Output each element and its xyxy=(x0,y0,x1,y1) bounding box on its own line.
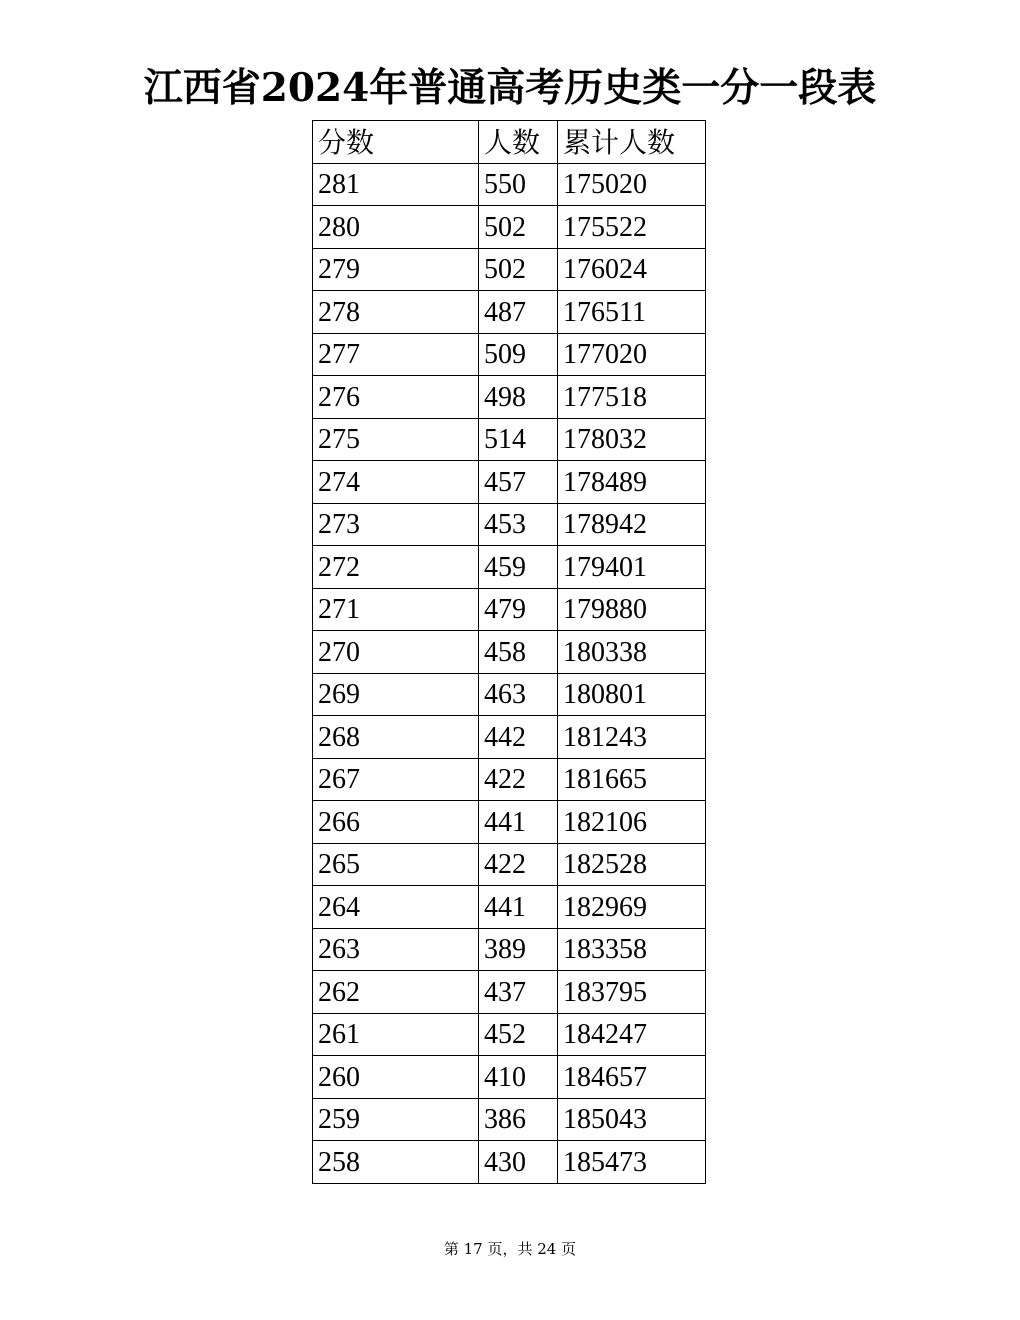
cell-score: 263 xyxy=(313,928,479,971)
table-row xyxy=(313,716,706,759)
cell-cumulative: 181665 xyxy=(558,758,706,801)
table-row xyxy=(313,843,706,886)
cell-score: 268 xyxy=(313,716,479,759)
cell-count: 437 xyxy=(479,971,558,1014)
table-row xyxy=(313,886,706,929)
cell-score: 262 xyxy=(313,971,479,1014)
cell-cumulative: 178032 xyxy=(558,418,706,461)
cell-count: 422 xyxy=(479,843,558,886)
cell-score: 270 xyxy=(313,631,479,674)
cell-count: 430 xyxy=(479,1141,558,1184)
table-row xyxy=(313,291,706,334)
cell-cumulative: 180338 xyxy=(558,631,706,674)
cell-cumulative: 175020 xyxy=(558,163,706,206)
cell-cumulative: 182969 xyxy=(558,886,706,929)
table-row xyxy=(313,1141,706,1184)
cell-score: 273 xyxy=(313,503,479,546)
cell-count: 389 xyxy=(479,928,558,971)
cell-cumulative: 176511 xyxy=(558,291,706,334)
cell-cumulative: 177020 xyxy=(558,333,706,376)
cell-count: 441 xyxy=(479,801,558,844)
table-row xyxy=(313,971,706,1014)
cell-count: 502 xyxy=(479,248,558,291)
cell-score: 279 xyxy=(313,248,479,291)
table-row xyxy=(313,461,706,504)
table-row xyxy=(313,1013,706,1056)
cell-count: 502 xyxy=(479,206,558,249)
cell-cumulative: 184657 xyxy=(558,1056,706,1099)
header-count: 人数 xyxy=(479,121,558,164)
table-row xyxy=(313,206,706,249)
cell-count: 442 xyxy=(479,716,558,759)
cell-score: 275 xyxy=(313,418,479,461)
cell-cumulative: 180801 xyxy=(558,673,706,716)
cell-cumulative: 182528 xyxy=(558,843,706,886)
cell-count: 459 xyxy=(479,546,558,589)
cell-count: 479 xyxy=(479,588,558,631)
cell-count: 514 xyxy=(479,418,558,461)
cell-score: 274 xyxy=(313,461,479,504)
table-row xyxy=(313,546,706,589)
table-row xyxy=(313,631,706,674)
cell-count: 441 xyxy=(479,886,558,929)
table-row xyxy=(313,503,706,546)
cell-score: 276 xyxy=(313,376,479,419)
cell-score: 277 xyxy=(313,333,479,376)
page-footer: 第 17 页，共 24 页 xyxy=(443,1240,577,1258)
cell-score: 260 xyxy=(313,1056,479,1099)
cell-count: 463 xyxy=(479,673,558,716)
cell-count: 386 xyxy=(479,1098,558,1141)
cell-count: 498 xyxy=(479,376,558,419)
cell-count: 422 xyxy=(479,758,558,801)
table-row xyxy=(313,588,706,631)
cell-cumulative: 185043 xyxy=(558,1098,706,1141)
table-row xyxy=(313,1098,706,1141)
cell-cumulative: 175522 xyxy=(558,206,706,249)
cell-score: 269 xyxy=(313,673,479,716)
cell-cumulative: 177518 xyxy=(558,376,706,419)
table-row xyxy=(313,673,706,716)
cell-score: 266 xyxy=(313,801,479,844)
cell-count: 452 xyxy=(479,1013,558,1056)
cell-cumulative: 176024 xyxy=(558,248,706,291)
cell-score: 267 xyxy=(313,758,479,801)
table-row xyxy=(313,1056,706,1099)
cell-cumulative: 183358 xyxy=(558,928,706,971)
cell-count: 410 xyxy=(479,1056,558,1099)
cell-count: 487 xyxy=(479,291,558,334)
cell-cumulative: 178489 xyxy=(558,461,706,504)
header-cumulative: 累计人数 xyxy=(558,121,706,164)
cell-score: 258 xyxy=(313,1141,479,1184)
table-row xyxy=(313,801,706,844)
cell-count: 458 xyxy=(479,631,558,674)
cell-score: 280 xyxy=(313,206,479,249)
table-row xyxy=(313,248,706,291)
cell-count: 453 xyxy=(479,503,558,546)
table-row xyxy=(313,333,706,376)
table-row xyxy=(313,928,706,971)
cell-cumulative: 183795 xyxy=(558,971,706,1014)
cell-count: 457 xyxy=(479,461,558,504)
cell-score: 278 xyxy=(313,291,479,334)
cell-score: 272 xyxy=(313,546,479,589)
table-row xyxy=(313,376,706,419)
cell-score: 261 xyxy=(313,1013,479,1056)
table-body xyxy=(313,121,706,1184)
cell-cumulative: 178942 xyxy=(558,503,706,546)
cell-score: 259 xyxy=(313,1098,479,1141)
score-distribution-table xyxy=(312,120,706,1184)
page-title: 江西省2024年普通高考历史类一分一段表 xyxy=(143,65,877,111)
table-row xyxy=(313,163,706,206)
cell-count: 509 xyxy=(479,333,558,376)
cell-score: 265 xyxy=(313,843,479,886)
cell-score: 264 xyxy=(313,886,479,929)
cell-cumulative: 182106 xyxy=(558,801,706,844)
cell-score: 271 xyxy=(313,588,479,631)
cell-cumulative: 179880 xyxy=(558,588,706,631)
cell-cumulative: 184247 xyxy=(558,1013,706,1056)
cell-score: 281 xyxy=(313,163,479,206)
table-row xyxy=(313,418,706,461)
cell-cumulative: 181243 xyxy=(558,716,706,759)
cell-cumulative: 185473 xyxy=(558,1141,706,1184)
cell-cumulative: 179401 xyxy=(558,546,706,589)
cell-count: 550 xyxy=(479,163,558,206)
header-score: 分数 xyxy=(313,121,479,164)
table-row xyxy=(313,758,706,801)
table-header-row xyxy=(313,121,706,164)
